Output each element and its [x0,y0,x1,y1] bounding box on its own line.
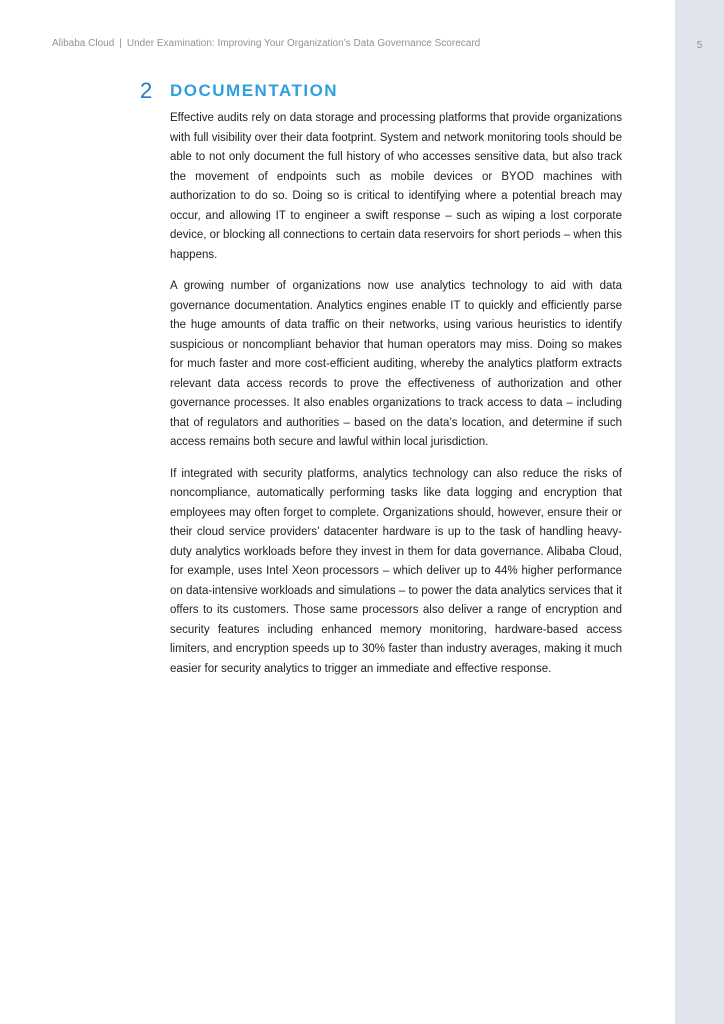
side-band [675,0,724,1024]
header-title: Under Examination: Improving Your Organization’s Data Governance Scorecard [126,38,481,49]
section-title: DOCUMENTATION [170,81,339,100]
running-header [52,38,480,49]
body-paragraph: If integrated with security platforms, analytics technology can also reduce the risks of noncompliance, automatically performing tasks like data logging and encryption that employees may often forget to complete. Organizations should, however, ensure their or their cloud service providers’ datacenter hardware is up to the task of handling heavy-duty analytics workloads before they invest in them for data governance. Alibaba Cloud, for example, uses Intel Xeon processors – which deliver up to 44% higher performance on data-intensive workloads and simulations – to power the data analytics services that it offers to its customers. Those same processors also deliver a range of encryption and security features including enhanced memory monitoring, hardware-based access limiters, and encryption speeds up to 30% faster than industry averages, making it much easier for security analytics to trigger an immediate and effective response. [170,467,622,675]
section-number: 2 [140,78,153,103]
header-separator: | [119,38,122,49]
section-body [170,109,622,691]
header-brand: Alibaba Cloud [52,38,115,49]
body-paragraph: Effective audits rely on data storage and processing platforms that provide organizations with full visibility over their data footprint. System and network monitoring tools should be able to not only document the full history of who accesses sensitive data, but also track the movement of endpoints such as mobile devices or BYOD machines with authorization to do so. Doing so is critical to identifying where a potential breach may occur, and allowing IT to engineer a swift response – such as wiping a lost corporate device, or blocking all connections to certain data reservoirs for short periods – when this happens. [170,112,622,261]
body-paragraph: A growing number of organizations now use analytics technology to aid with data governance documentation. Analytics engines enable IT to quickly and efficiently parse the huge amounts of data traffic on their networks, using various heuristics to identify suspicious or noncompliant behavior that human operators may miss. Doing so makes for much faster and more cost-efficient auditing, whereby the analytics platform extracts relevant data access records to prove the effectiveness of authorization and other governance processes. It also enables organizations to track access to data – including that of regulators and authorities – based on the data’s location, and determine if such access remains both secure and lawful within local jurisdiction. [170,280,622,448]
section-heading [140,78,620,104]
page-number: 5 [696,40,703,51]
